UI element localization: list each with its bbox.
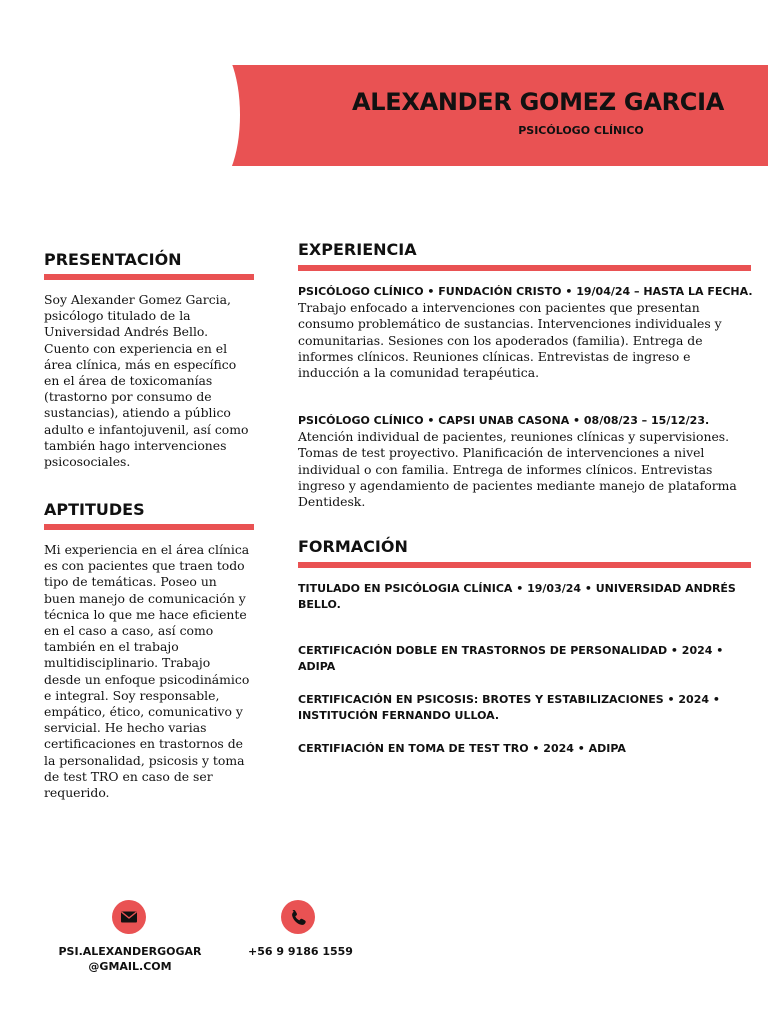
education-item: CERTIFICACIÓN EN PSICOSIS: BROTES Y ESTABILIZACIONES • 2024 • INSTITUCIÓN FERNANDO ULLOA. <box>298 693 720 722</box>
experience-rule <box>298 265 751 271</box>
phone-text[interactable]: +56 9 9186 1559 <box>248 945 353 958</box>
experience-item-header: PSICÓLOGO CLÍNICO • CAPSI UNAB CASONA • 08/08/23 – 15/12/23. <box>298 414 710 427</box>
phone-icon <box>281 900 315 934</box>
candidate-title: PSICÓLOGO CLÍNICO <box>518 124 644 137</box>
experience-item-header: PSICÓLOGO CLÍNICO • FUNDACIÓN CRISTO • 19/04/24 – HASTA LA FECHA. <box>298 285 753 298</box>
presentation-heading: PRESENTACIÓN <box>44 250 182 269</box>
presentation-rule <box>44 274 254 280</box>
presentation-text: Soy Alexander Gomez Garcia, psicólogo titulado de la Universidad Andrés Bello. Cuento con experiencia en el área clínica, más en específico en el área de toxicomanías (trastorno por consumo de sustancias), atiendo a público adulto e infantojuvenil, así como también hago intervenciones psicosociales. <box>44 292 249 470</box>
experience-item-description: Atención individual de pacientes, reuniones clínicas y supervisiones. Tomas de test proyectivo. Planificación de intervenciones a nivel individual o con familia. Entrega de informes clínicos. Entrevistas ingreso y agendamiento de pacientes mediante manejo de plataforma Dentidesk. <box>298 429 737 510</box>
experience-item <box>298 284 753 381</box>
education-item: TITULADO EN PSICÓLOGIA CLÍNICA • 19/03/24 • UNIVERSIDAD ANDRÉS BELLO. <box>298 582 736 611</box>
experience-item-description: Trabajo enfocado a intervenciones con pacientes que presentan consumo problemático de sustancias. Intervenciones individuales y comunitarias. Sesiones con los apoderados (familia). Entrega de informes clínicos. Reuniones clínicas. Entrevistas de ingreso e inducción a la comunidad terapéutica. <box>298 300 722 381</box>
banner-curve <box>180 40 240 190</box>
email-text[interactable] <box>50 944 210 974</box>
email-line-1: PSI.ALEXANDERGOGAR <box>58 945 202 958</box>
skills-text: Mi experiencia en el área clínica es con pacientes que traen todo tipo de temáticas. Poseo un buen manejo de comunicación y técnica lo que me hace eficiente en el caso a caso, así como también en el trabajo multidisciplinario. Trabajo desde un enfoque psicodinámico e integral. Soy responsable, empático, ético, comunicativo y servicial. He hecho varias certificaciones en trastornos de la personalidad, psicosis y toma de test TRO en caso de ser requerido. <box>44 542 250 801</box>
email-line-2: @GMAIL.COM <box>88 960 172 973</box>
skills-heading: APTITUDES <box>44 500 145 519</box>
education-item: CERTIFIACIÓN EN TOMA DE TEST TRO • 2024 • ADIPA <box>298 742 626 755</box>
experience-heading: EXPERIENCIA <box>298 240 417 259</box>
experience-item <box>298 413 753 510</box>
education-rule <box>298 562 751 568</box>
education-item: CERTIFICACIÓN DOBLE EN TRASTORNOS DE PERSONALIDAD • 2024 • ADIPA <box>298 644 724 673</box>
candidate-name: ALEXANDER GOMEZ GARCIA <box>352 88 724 116</box>
envelope-icon <box>112 900 146 934</box>
skills-rule <box>44 524 254 530</box>
education-heading: FORMACIÓN <box>298 537 408 556</box>
